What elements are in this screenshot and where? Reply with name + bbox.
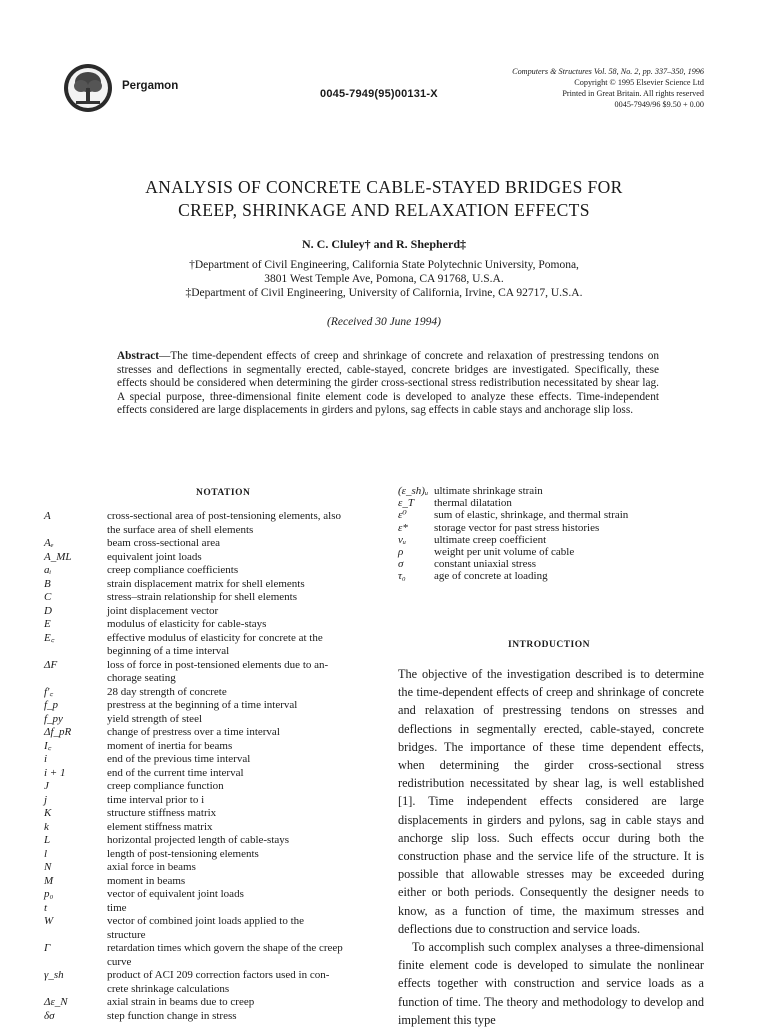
notation-definition: axial force in beams — [107, 861, 196, 873]
notation-symbol: f_py — [44, 712, 63, 725]
notation-symbol: f_p — [44, 699, 59, 711]
notation-definition: crete shrinkage calculations — [107, 982, 230, 995]
notation-definition: prestress at the beginning of a time interval — [107, 699, 298, 711]
notation-definition: 28 day strength of concrete — [107, 685, 227, 698]
notation-symbol: i — [44, 753, 48, 765]
notation-definition: element stiffness matrix — [107, 820, 213, 833]
journal-info — [374, 66, 704, 110]
received-date: (Received 30 June 1994) — [327, 316, 441, 328]
notation-symbol: f'꜀ — [44, 685, 54, 698]
notation-symbol: l — [44, 847, 48, 860]
notation-symbol: Δf_pR — [44, 726, 72, 738]
affiliation-line: †Department of Civil Engineering, California State Polytechnic University, Pomona, — [189, 259, 579, 271]
notation-symbol: E — [44, 618, 51, 630]
notation-symbol: aᵢ — [44, 564, 52, 576]
affiliation-line: 3801 West Temple Ave, Pomona, CA 91768, U.S.A. — [264, 273, 504, 285]
notation-symbol: σ — [398, 558, 404, 571]
notation-definition: the surface area of shell elements — [107, 523, 254, 536]
notation-definition: step function change in stress — [107, 1009, 237, 1022]
notation-symbol: B — [44, 577, 51, 590]
notation-definition: ultimate creep coefficient — [434, 533, 547, 546]
notation-definition: joint displacement vector — [107, 604, 219, 617]
affiliation-line: ‡Department of Civil Engineering, University of California, Irvine, CA 92717, U.S.A. — [185, 287, 583, 299]
notation-symbol: Δε_N — [44, 996, 68, 1008]
notation-symbol: γ_sh — [44, 969, 64, 981]
article-code: 0045-7949(95)00131-X — [320, 88, 438, 100]
notation-definition: change of prestress over a time interval — [107, 726, 280, 738]
notation-definition: time interval prior to i — [107, 793, 205, 806]
notation-symbol: ΔF — [44, 658, 58, 671]
notation-definition: moment in beams — [107, 874, 186, 887]
notation-definition: cross-sectional area of post-tensioning elements, also — [107, 510, 341, 522]
notation-definition: vector of combined joint loads applied to the — [107, 915, 305, 927]
notation-symbol: ρ — [398, 546, 404, 558]
notation-symbol: Γ — [44, 942, 51, 954]
notation-symbol: J — [44, 780, 49, 792]
notation-symbol: p₀ — [44, 888, 54, 900]
notation-definition: creep compliance coefficients — [107, 564, 239, 576]
notation-symbol: Aₑ — [44, 537, 54, 549]
notation-list-right — [398, 485, 718, 595]
notation-definition: thermal dilatation — [434, 497, 512, 510]
affiliations — [0, 258, 768, 300]
notation-definition: product of ACI 209 correction factors used in con- — [107, 969, 330, 981]
notation-definition: yield strength of steel — [107, 712, 203, 725]
notation-definition: constant uniaxial stress — [434, 558, 537, 571]
notation-definition: creep compliance function — [107, 780, 224, 792]
notation-definition: ultimate shrinkage strain — [434, 485, 543, 497]
notation-symbol: δσ — [44, 1009, 55, 1022]
notation-symbol: t — [44, 901, 48, 914]
authors: N. C. Cluley† and R. Shepherd‡ — [301, 237, 467, 251]
notation-definition: length of post-tensioning elements — [107, 847, 259, 860]
notation-list-left — [44, 510, 384, 1024]
notation-definition: axial strain in beams due to creep — [107, 996, 255, 1008]
title-line: ANALYSIS OF CONCRETE CABLE-STAYED BRIDGES FOR — [145, 177, 623, 197]
notation-symbol: I꜀ — [44, 739, 52, 752]
notation-definition: strain displacement matrix for shell elements — [107, 577, 305, 590]
notation-symbol: i + 1 — [44, 766, 66, 779]
journal-citation: Computers & Structures Vol. 58, No. 2, pp. 337–350, 1996 — [512, 67, 704, 76]
introduction-heading: INTRODUCTION — [508, 640, 591, 650]
notation-symbol: N — [44, 861, 52, 873]
notation-definition: equivalent joint loads — [107, 550, 202, 563]
notation-definition: stress–strain relationship for shell elements — [107, 591, 298, 603]
notation-definition: vector of equivalent joint loads — [107, 888, 244, 900]
notation-symbol: A — [44, 510, 51, 522]
journal-price: 0045-7949/96 $9.50 + 0.00 — [614, 100, 704, 109]
notation-symbol: A_ML — [44, 550, 72, 563]
notation-symbol: C — [44, 591, 52, 603]
notation-symbol: M — [44, 874, 54, 887]
notation-definition: time — [107, 901, 127, 914]
notation-definition: modulus of elasticity for cable-stays — [107, 618, 267, 630]
notation-definition: loss of force in post-tensioned elements due to an- — [107, 658, 329, 671]
notation-symbol: j — [44, 793, 48, 806]
notation-definition: chorage seating — [107, 672, 176, 684]
notation-definition: end of the current time interval — [107, 766, 244, 779]
notation-definition: storage vector for past stress histories — [434, 521, 600, 534]
paragraph: To accomplish such complex analyses a three-dimensional finite element code is developed to simulate the nonlinear effects together with construction and service loads as a function of time. The theory and methodology to develop and implement this type — [398, 940, 704, 1027]
notation-definition: retardation times which govern the shape of the creep — [107, 942, 343, 954]
notation-symbol: L — [44, 834, 51, 846]
notation-definition: weight per unit volume of cable — [434, 546, 575, 558]
notation-definition: beginning of a time interval — [107, 645, 230, 657]
abstract — [117, 350, 659, 418]
abstract-label: Abstract — [117, 350, 160, 362]
title-line: CREEP, SHRINKAGE AND RELAXATION EFFECTS — [178, 200, 590, 220]
notation-definition: moment of inertia for beams — [107, 739, 233, 752]
notation-definition: structure — [107, 928, 146, 941]
introduction-body — [398, 665, 704, 1029]
notation-heading: NOTATION — [196, 488, 251, 498]
notation-symbol: (ε_sh)ᵤ — [398, 485, 429, 497]
journal-rights: Printed in Great Britain. All rights reserved — [562, 89, 704, 98]
notation-symbol: ε⁰ — [398, 509, 407, 522]
notation-symbol: ε_T — [398, 497, 414, 510]
publisher-name: Pergamon — [122, 80, 179, 92]
notation-symbol: τ₀ — [398, 570, 406, 583]
notation-symbol: νᵤ — [398, 533, 407, 546]
notation-definition: end of the previous time interval — [107, 753, 251, 765]
abstract-text: —The time-dependent effects of creep and shrinkage of concrete and relaxation of prestressing tendons on stresses and deflections in segmentally erected, cable-stayed, concrete bridges are investigated. Specifically, these effects should be considered when determining the girder cross-sectional stress redistribution necessitated by shear lag. A special purpose, three-dimensional finite element code is developed to analyze these effects. Time-independent effects considered are large displacements in girders and pylons, sag effects in cable stays and anchorage slip loss. — [117, 350, 659, 417]
notation-definition: curve — [107, 955, 132, 968]
notation-symbol: k — [44, 820, 49, 833]
notation-symbol: E꜀ — [44, 631, 55, 644]
publisher-logo — [62, 62, 114, 114]
journal-copyright: Copyright © 1995 Elsevier Science Ltd — [574, 78, 704, 87]
notation-definition: sum of elastic, shrinkage, and thermal strain — [434, 509, 629, 522]
paragraph: The objective of the investigation described is to determine the time-dependent effects of creep and shrinkage of concrete and relaxation of prestressing tendons on stresses and deflections in segmentally erected, cable-stayed, concrete bridges. The importance of these time dependent effects, when determining the girder cross-sectional stress redistribution necessitated by shear lag, is well established [1]. Time independent effects considered are large displacements in girders and pylons, sag in cable stays and anchorge slip loss. Such effects occur during both the construction phase and the service life of the structure. It is possible that allowable stresses may be exceeded during either or both periods. Consequently the designer needs to know, as a function of time, the maximum stresses and deflections due to construction and service loads. — [398, 667, 704, 936]
notation-symbol: D — [44, 604, 52, 617]
notation-definition: structure stiffness matrix — [107, 807, 217, 819]
notation-definition: horizontal projected length of cable-stays — [107, 834, 290, 846]
paper-title — [0, 176, 768, 222]
notation-definition: beam cross-sectional area — [107, 537, 220, 549]
notation-symbol: K — [44, 807, 52, 819]
notation-symbol: W — [44, 915, 54, 927]
notation-definition: effective modulus of elasticity for concrete at the — [107, 631, 323, 644]
notation-symbol: ε* — [398, 521, 408, 534]
notation-definition: age of concrete at loading — [434, 570, 548, 583]
